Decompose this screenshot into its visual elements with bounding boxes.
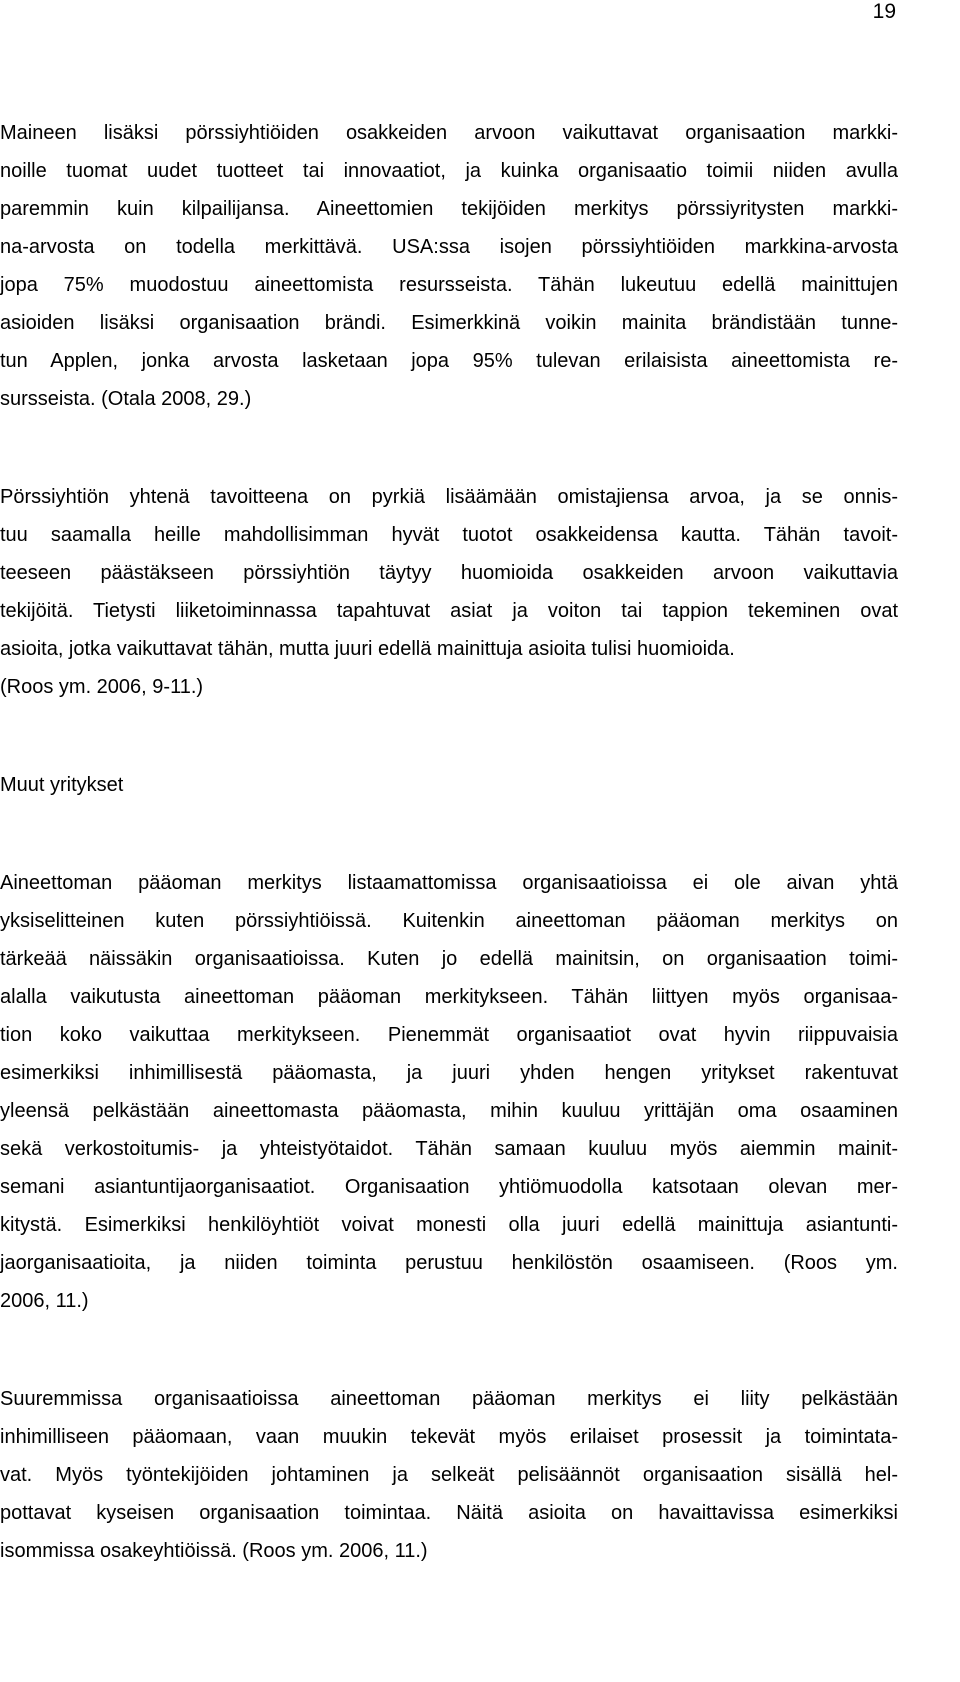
- text-line: paremmin kuin kilpailijansa. Aineettomien tekijöiden merkitys pörssiyritysten markki-: [0, 198, 898, 220]
- text-line: kitystä. Esimerkiksi henkilöyhtiöt voivat monesti olla juuri edellä mainittuja asiantunti-: [0, 1214, 898, 1236]
- text-line: asioita, jotka vaikuttavat tähän, mutta juuri edellä mainittuja asioita tulisi huomioida.: [0, 638, 735, 660]
- text-line: teeseen päästäkseen pörssiyhtiön täytyy huomioida osakkeiden arvoon vaikuttavia: [0, 562, 898, 584]
- text-line: Suuremmissa organisaatioissa aineettoman pääoman merkitys ei liity pelkästään: [0, 1388, 898, 1410]
- text-line: tun Applen, jonka arvosta lasketaan jopa 95% tulevan erilaisista aineettomista re-: [0, 350, 898, 372]
- text-line: alalla vaikutusta aineettoman pääoman merkitykseen. Tähän liittyen myös organisaa-: [0, 986, 898, 1008]
- text-line: tuu saamalla heille mahdollisimman hyvät tuotot osakkeidensa kautta. Tähän tavoit-: [0, 524, 898, 546]
- text-line: semani asiantuntijaorganisaatiot. Organisaation yhtiömuodolla katsotaan olevan mer-: [0, 1176, 898, 1198]
- text-line: vat. Myös työntekijöiden johtaminen ja selkeät pelisäännöt organisaation sisällä hel-: [0, 1464, 898, 1486]
- text-line: noille tuomat uudet tuotteet tai innovaatiot, ja kuinka organisaatio toimii niiden avulla: [0, 160, 898, 182]
- text-line: jopa 75% muodostuu aineettomista resursseista. Tähän lukeutuu edellä mainittujen: [0, 274, 898, 296]
- text-line: tekijöitä. Tietysti liiketoiminnassa tapahtuvat asiat ja voiton tai tappion tekeminen ovat: [0, 600, 898, 622]
- text-line: tion koko vaikuttaa merkitykseen. Pienemmät organisaatiot ovat hyvin riippuvaisia: [0, 1024, 898, 1046]
- text-line: yksiselitteinen kuten pörssiyhtiöissä. Kuitenkin aineettoman pääoman merkitys on: [0, 910, 898, 932]
- text-line: (Roos ym. 2006, 9-11.): [0, 676, 204, 698]
- text-line: sekä verkostoitumis- ja yhteistyötaidot. Tähän samaan kuuluu myös aiemmin mainit-: [0, 1138, 898, 1160]
- text-line: Pörssiyhtiön yhtenä tavoitteena on pyrkiä lisäämään omistajiensa arvoa, ja se onnis-: [0, 486, 898, 508]
- text-line: inhimilliseen pääomaan, vaan muukin tekevät myös erilaiset prosessit ja toimintata-: [0, 1426, 898, 1448]
- text-line: sursseista. (Otala 2008, 29.): [0, 388, 252, 410]
- text-line: Aineettoman pääoman merkitys listaamattomissa organisaatioissa ei ole aivan yhtä: [0, 872, 898, 894]
- text-line: tärkeää näissäkin organisaatioissa. Kuten jo edellä mainitsin, on organisaation toimi-: [0, 948, 898, 970]
- section-heading: Muut yritykset: [0, 774, 124, 796]
- text-line: Maineen lisäksi pörssiyhtiöiden osakkeiden arvoon vaikuttavat organisaation markki-: [0, 122, 898, 144]
- text-line: pottavat kyseisen organisaation toimintaa. Näitä asioita on havaittavissa esimerkiksi: [0, 1502, 898, 1524]
- text-line: asioiden lisäksi organisaation brändi. Esimerkkinä voikin mainita brändistään tunne-: [0, 312, 898, 334]
- text-line: yleensä pelkästään aineettomasta pääomasta, mihin kuuluu yrittäjän oma osaaminen: [0, 1100, 898, 1122]
- text-line: esimerkiksi inhimillisestä pääomasta, ja juuri yhden hengen yritykset rakentuvat: [0, 1062, 898, 1084]
- text-line: 2006, 11.): [0, 1290, 89, 1312]
- text-line: jaorganisaatioita, ja niiden toiminta perustuu henkilöstön osaamiseen. (Roos ym.: [0, 1252, 898, 1274]
- page-number: 19: [872, 0, 896, 23]
- text-line: na-arvosta on todella merkittävä. USA:ssa isojen pörssiyhtiöiden markkina-arvosta: [0, 236, 898, 258]
- text-line: isommissa osakeyhtiöissä. (Roos ym. 2006, 11.): [0, 1540, 428, 1562]
